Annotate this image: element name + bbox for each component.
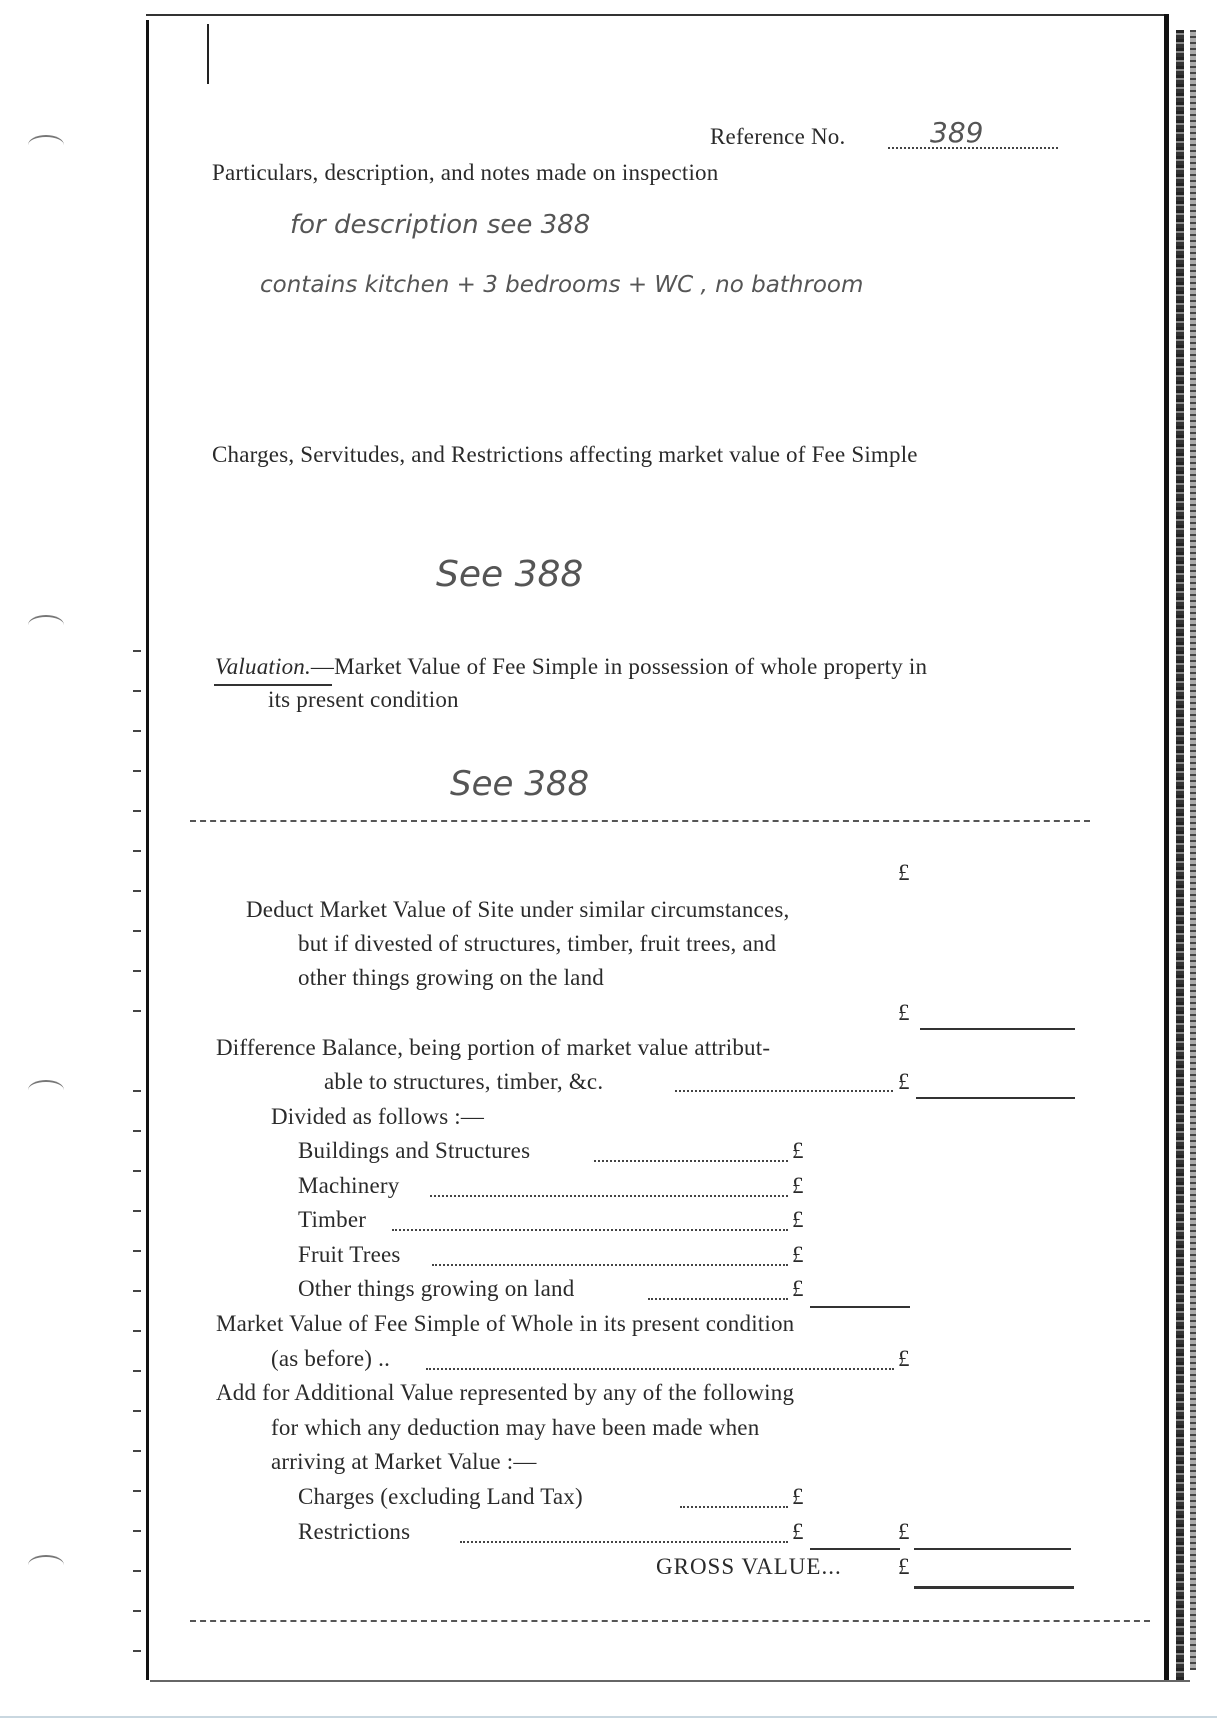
charges-heading: Charges, Servitudes, and Restrictions affecting market value of Fee Simple xyxy=(212,442,918,467)
page-edge-stack-outer xyxy=(1190,30,1196,1670)
deduct-line1: Deduct Market Value of Site under similar circumstances, xyxy=(246,897,790,922)
margin-tick xyxy=(133,1010,141,1012)
item-buildings-currency: £ xyxy=(792,1138,804,1163)
restrictions-rule xyxy=(810,1548,900,1550)
scan-bottom-line xyxy=(0,1716,1217,1718)
deduct-line3: other things growing on the land xyxy=(298,965,604,990)
valuation-heading xyxy=(215,654,927,680)
deduct-currency: £ xyxy=(898,1000,910,1025)
margin-tick xyxy=(133,1330,141,1332)
margin-tick xyxy=(133,970,141,972)
difference-currency: £ xyxy=(898,1069,910,1094)
difference-line1: Difference Balance, being portion of market value attribut- xyxy=(216,1035,771,1060)
difference-rule xyxy=(916,1097,1075,1099)
additional-total-currency: £ xyxy=(898,1519,910,1544)
item-machinery-label: Machinery xyxy=(298,1173,400,1198)
margin-tick xyxy=(133,650,141,652)
page-frame-bottom xyxy=(150,1680,1190,1682)
margin-tick xyxy=(133,890,141,892)
valuation-heading-rest: —Market Value of Fee Simple in possession of whole property in xyxy=(310,654,928,679)
bottom-divider xyxy=(190,1620,1150,1622)
item-fruit-trees-leader xyxy=(432,1264,788,1266)
inspection-note-line1: for description see 388 xyxy=(290,210,591,240)
item-buildings-leader xyxy=(594,1160,788,1162)
valuation-underline xyxy=(214,684,332,686)
difference-leader xyxy=(675,1090,893,1092)
add-line3: arriving at Market Value :— xyxy=(271,1449,537,1474)
punch-hole-mark xyxy=(28,615,64,635)
margin-tick xyxy=(133,690,141,692)
item-machinery-leader xyxy=(430,1195,788,1197)
reference-number: 389 xyxy=(930,116,984,149)
margin-tick xyxy=(133,1090,141,1092)
margin-tick xyxy=(133,1490,141,1492)
page-frame-top xyxy=(146,14,1164,16)
margin-tick xyxy=(133,1370,141,1372)
gross-value-rule xyxy=(914,1586,1074,1589)
item-buildings-label: Buildings and Structures xyxy=(298,1138,531,1163)
item-other-things-currency: £ xyxy=(792,1276,804,1301)
item-other-things-label: Other things growing on land xyxy=(298,1276,575,1301)
charges-item-label: Charges (excluding Land Tax) xyxy=(298,1484,583,1509)
margin-tick xyxy=(133,1170,141,1172)
punch-hole-mark xyxy=(28,135,64,155)
divided-heading: Divided as follows :— xyxy=(271,1104,485,1129)
item-timber-label: Timber xyxy=(298,1207,367,1232)
margin-tick xyxy=(133,1210,141,1212)
reference-label: Reference No. xyxy=(710,124,846,149)
margin-tick xyxy=(133,1570,141,1572)
margin-tick xyxy=(133,1290,141,1292)
deduct-line2: but if divested of structures, timber, fruit trees, and xyxy=(298,931,777,956)
restrictions-label: Restrictions xyxy=(298,1519,411,1544)
page-edge-stack xyxy=(1176,30,1184,1680)
margin-mark xyxy=(207,24,209,84)
margin-tick xyxy=(133,730,141,732)
gross-value-currency: £ xyxy=(898,1554,910,1579)
restrictions-leader xyxy=(460,1541,788,1543)
market-line1: Market Value of Fee Simple of Whole in its present condition xyxy=(216,1311,795,1336)
item-timber-leader xyxy=(392,1229,788,1231)
item-machinery-currency: £ xyxy=(792,1173,804,1198)
margin-tick xyxy=(133,1250,141,1252)
gross-value-label: GROSS VALUE... xyxy=(656,1554,842,1579)
item-timber-currency: £ xyxy=(792,1207,804,1232)
restrictions-currency: £ xyxy=(792,1519,804,1544)
punch-hole-mark xyxy=(28,1080,64,1100)
valuation-heading-italic: Valuation. xyxy=(215,654,311,679)
add-line1: Add for Additional Value represented by any of the following xyxy=(216,1380,795,1405)
deduct-rule xyxy=(920,1028,1075,1030)
margin-tick xyxy=(133,1650,141,1652)
charges-note: See 388 xyxy=(436,554,584,595)
punch-hole-mark xyxy=(28,1555,64,1575)
page-frame-left xyxy=(146,20,149,1680)
item-fruit-trees-label: Fruit Trees xyxy=(298,1242,401,1267)
value-currency: £ xyxy=(898,860,910,885)
difference-line2: able to structures, timber, &c. xyxy=(324,1069,604,1094)
margin-tick xyxy=(133,930,141,932)
margin-tick xyxy=(133,810,141,812)
charges-item-leader xyxy=(680,1506,788,1508)
inspection-heading: Particulars, description, and notes made on inspection xyxy=(212,160,719,185)
page-frame-right xyxy=(1164,14,1169,1680)
margin-tick xyxy=(133,770,141,772)
item-other-things-leader xyxy=(648,1298,788,1300)
margin-tick xyxy=(133,1130,141,1132)
market-currency: £ xyxy=(898,1346,910,1371)
inspection-note-line2: contains kitchen + 3 bedrooms + WC , no bathroom xyxy=(260,272,864,298)
margin-tick xyxy=(133,850,141,852)
margin-tick xyxy=(133,1410,141,1412)
valuation-note: See 388 xyxy=(450,764,590,804)
margin-tick xyxy=(133,1450,141,1452)
market-line2: (as before) .. xyxy=(271,1346,391,1371)
valuation-heading-line2: its present condition xyxy=(268,687,459,712)
margin-tick xyxy=(133,1610,141,1612)
items-subtotal-rule xyxy=(810,1306,910,1308)
market-leader xyxy=(426,1368,894,1370)
add-line2: for which any deduction may have been made when xyxy=(271,1415,760,1440)
charges-item-currency: £ xyxy=(792,1484,804,1509)
section-divider xyxy=(190,820,1090,822)
margin-tick xyxy=(133,1530,141,1532)
additional-total-rule xyxy=(914,1548,1071,1550)
item-fruit-trees-currency: £ xyxy=(792,1242,804,1267)
